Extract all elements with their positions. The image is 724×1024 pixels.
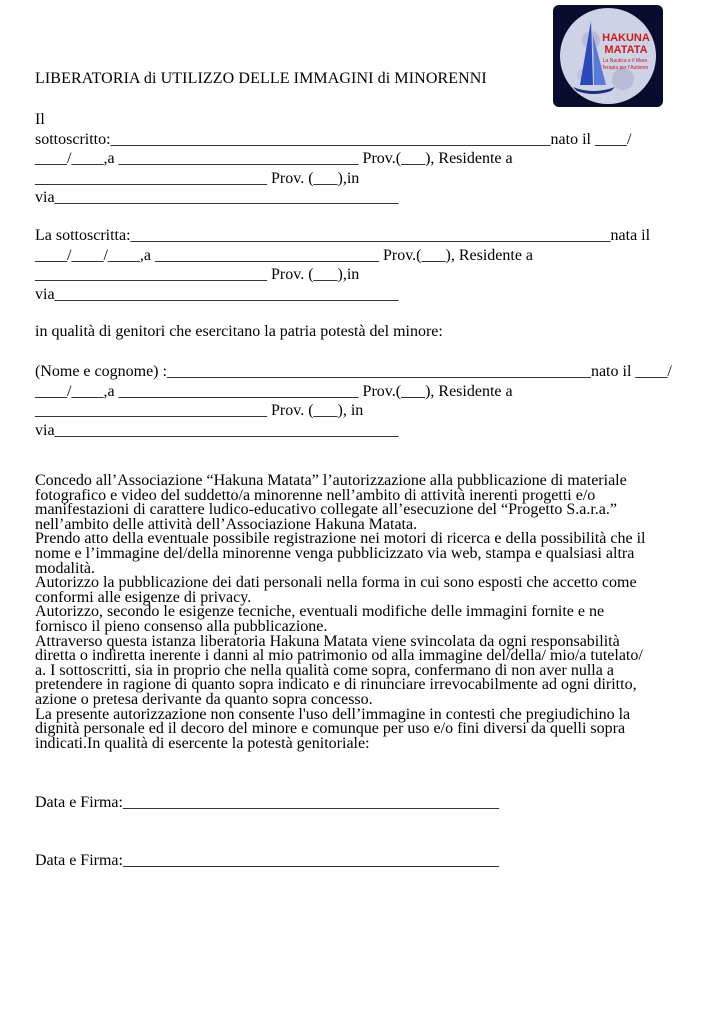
document-title: LIBERATORIA di UTILIZZO DELLE IMMAGINI di MINORENNI xyxy=(35,70,487,87)
consent-line: indicati.In qualità di esercente la potestà genitoriale: xyxy=(35,734,370,752)
consent-line: nome e l’immagine del/della minorenne venga pubblicizzato via web, stampa e qualsiasi altra xyxy=(35,544,635,562)
mother-line: ____/____/____,a ____________________________ Prov.(___), Residente a xyxy=(35,246,534,264)
mother-line: La sottoscritta:____________________________________________________________nata il xyxy=(35,227,651,244)
logo-line2: MATATA xyxy=(604,44,648,56)
parents-statement: in qualità di genitori che esercitano la patria potestà del minore: xyxy=(35,323,443,340)
consent-line: Autorizzo la pubblicazione dei dati personali nella forma in cui sono esposti che accetto come xyxy=(35,574,637,592)
logo-line1: HAKUNA xyxy=(602,32,650,44)
minor-line: via___________________________________________ xyxy=(35,421,399,439)
minor-line: _____________________________ Prov. (___), in xyxy=(35,402,364,419)
consent-line: diretta o indiretta inerente i danni al mio patrimonio od alla immagine del/della/ mio/a tutelato/ xyxy=(35,647,643,665)
moon-crater xyxy=(612,68,634,90)
logo-tagline2: Terapia per l'Autismo xyxy=(601,65,649,71)
father-line: ____/____,a ______________________________ Prov.(___), Residente a xyxy=(35,150,513,167)
consent-line: modalità. xyxy=(35,559,95,577)
consent-paragraph xyxy=(35,474,695,751)
consent-line: Attraverso questa istanza liberatoria Hakuna Matata viene svincolata da ogni responsabilità xyxy=(35,632,620,650)
consent-line: dignità personale ed il decoro del minore e comunque per uso e/o fini diversi da quelli sopra xyxy=(35,720,626,738)
hakuna-matata-logo xyxy=(553,5,663,107)
consent-line: Concedo all’Associazione “Hakuna Matata” l’autorizzazione alla pubblicazione di materiale xyxy=(35,472,627,489)
consent-line: a. I sottoscritti, sia in proprio che nella qualità come sopra, confermano di non aver nulla a xyxy=(35,661,614,679)
consent-line: fotografico e video del suddetto/a minorenne nell’ambito di attività inerenti progetti e/o xyxy=(35,486,596,504)
minor-line: ____/____,a ______________________________ Prov.(___), Residente a xyxy=(35,382,513,400)
consent-line: pretendere in ragione di quanto sopra indicato e di rinunciare irrevocabilmente ad ogni diritto, xyxy=(35,676,637,694)
consent-line: Autorizzo, secondo le esigenze tecniche, eventuali modifiche delle immagini fornite e ne xyxy=(35,603,605,621)
logo-tagline1: La Nautica e il Mare xyxy=(602,58,648,64)
consent-line: Prendo atto della eventuale possibile registrazione nei motori di ricerca e della possibilità che il xyxy=(35,530,646,548)
consent-line: conformi alle esigenze di privacy. xyxy=(35,588,252,606)
father-line: via___________________________________________ xyxy=(35,189,399,206)
mother-section xyxy=(35,226,650,304)
mother-line: _____________________________ Prov. (___),in xyxy=(35,266,360,283)
consent-line: fornisco il pieno consenso alla pubblicazione. xyxy=(35,617,328,635)
consent-line: La presente autorizzazione non consente l'uso dell’immagine in contesti che pregiudichino la xyxy=(35,705,631,723)
signature-line-1: Data e Firma:_______________________________________________ xyxy=(35,794,499,811)
father-line: Il xyxy=(35,111,45,128)
father-line: _____________________________ Prov. (___),in xyxy=(35,169,360,187)
minor-line: (Nome e cognome) :_____________________________________________________nato il ____/ xyxy=(35,363,672,380)
consent-line: manifestazioni di carattere ludico-educativo collegate all’esecuzione del “Progetto S.a.r.a.” xyxy=(35,501,617,519)
signature-line-2: Data e Firma:_______________________________________________ xyxy=(35,852,499,869)
consent-line: azione o pretesa derivante da quanto sopra concesso. xyxy=(35,690,373,708)
mother-line: via___________________________________________ xyxy=(35,285,399,303)
father-section xyxy=(35,110,631,208)
minor-section xyxy=(35,362,672,440)
consent-line: nell’ambito delle attività dell’Associazione Hakuna Matata. xyxy=(35,515,418,533)
father-line: sottoscritto:_______________________________________________________nato il ____/ xyxy=(35,130,632,148)
